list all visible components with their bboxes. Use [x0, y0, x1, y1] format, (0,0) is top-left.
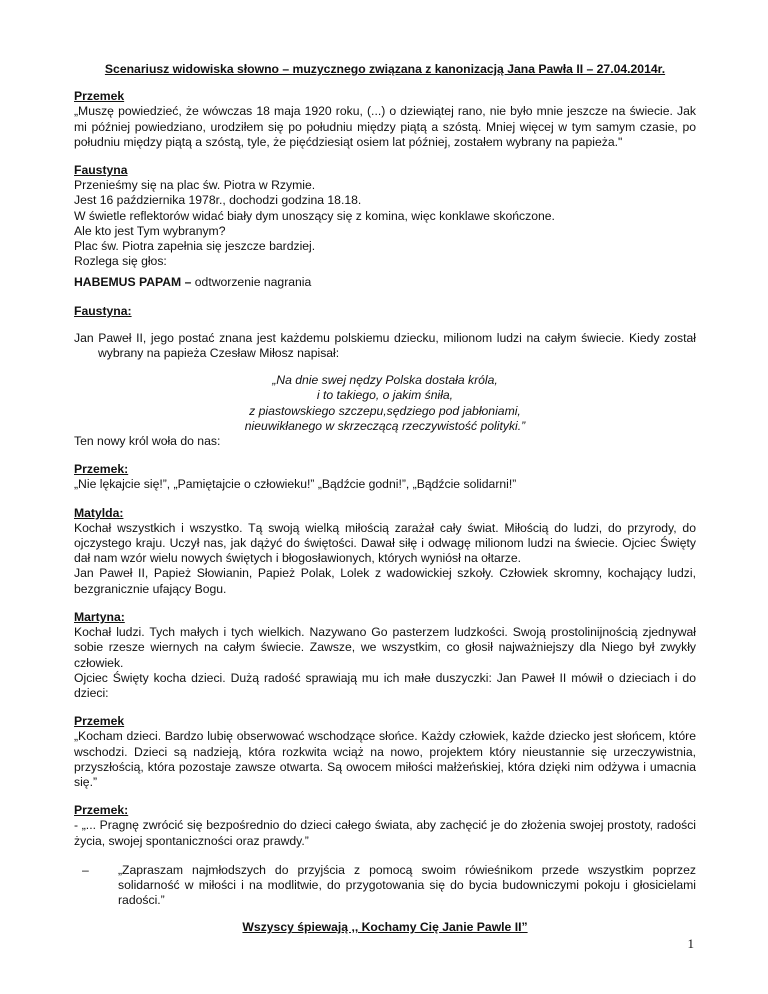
list-item	[74, 863, 696, 909]
paragraph: Jan Paweł II, Papież Słowianin, Papież Polak, Lolek z wadowickiej szkoły. Człowiek skromny, kochający ludzi, bezgranicznie ufający Bogu.	[74, 566, 696, 596]
text-line: Plac św. Piotra zapełnia się jeszcze bardziej.	[74, 239, 316, 254]
text-line: Jest 16 października 1978r., dochodzi godzina 18.18.	[74, 193, 362, 208]
habemus-note: odtworzenie nagrania	[191, 275, 312, 290]
speaker-label: Przemek:	[74, 803, 129, 818]
speaker-label: Przemek:	[74, 462, 129, 477]
habemus-line	[74, 275, 696, 290]
text-line: Ten nowy król woła do nas:	[74, 434, 221, 449]
paragraph: - „... Pragnę zwrócić się bezpośrednio do dzieci całego świata, aby zachęcić je do złożenia swojej prostoty, radości życia, swojej spontaniczności oraz prawdy.”	[74, 818, 696, 848]
section-przemek-4	[74, 803, 696, 908]
speaker-label: Przemek	[74, 89, 125, 104]
section-faustyna-2	[74, 304, 696, 450]
poem-line: nieuwikłanego w skrzeczącą rzeczywistość polityki.”	[244, 418, 526, 433]
speaker-label: Faustyna:	[74, 303, 132, 318]
section-faustyna-1	[74, 163, 696, 291]
section-przemek-2	[74, 462, 696, 492]
speaker-label: Martyna:	[74, 609, 125, 624]
poem-line: „Na dnie swej nędzy Polska dostała króla,	[272, 373, 498, 388]
paragraph: Jan Paweł II, jego postać znana jest każdemu polskiemu dziecku, milionom ludzi na całym świecie. Kiedy został wybrany na papieża Czesław Miłosz napisał:	[74, 330, 696, 361]
document-title: Scenariusz widowiska słowno – muzycznego związana z kanonizacją Jana Pawła II – 27.04.2014r.	[104, 62, 666, 76]
list-dash: –	[82, 862, 89, 877]
paragraph: „Kocham dzieci. Bardzo lubię obserwować wschodzące słońce. Każdy człowiek, każde dziecko jest słońcem, które wschodzi. Dzieci są nadzieją, która rozkwita wciąż na nowo, projektem który nieustannie się urzeczywistnia, przyszłością, która pozostaje zawsze otwarta. Są owocem miłości małżeńskiej, która dzięki nim odżywa i umacnia się.”	[74, 729, 696, 789]
paragraph: „Nie lękajcie się!”, „Pamiętajcie o człowieku!” „Bądźcie godni!”, „Bądźcie solidarni!”	[74, 477, 517, 492]
text-line: Przenieśmy się na plac św. Piotra w Rzymie.	[74, 178, 316, 193]
speaker-label: Matylda:	[74, 505, 124, 520]
section-martyna	[74, 610, 696, 701]
poem-line: z piastowskiego szczepu,sędziego pod jabłoniami,	[249, 403, 521, 418]
list-item-text: „Zapraszam najmłodszych do przyjścia z pomocą swoim rówieśnikom przede wszystkim poprzez solidarność w miłości i na modlitwie, do przygotowania się do bycia budowniczymi pokoju i głosicielami radości.”	[118, 862, 696, 908]
habemus-heading: HABEMUS PAPAM –	[74, 275, 192, 290]
poem-line: i to takiego, o jakim śniła,	[316, 388, 454, 403]
speaker-label: Faustyna	[74, 163, 128, 178]
paragraph: „Muszę powiedzieć, że wówczas 18 maja 1920 roku, (...) o dziewiątej rano, nie było mnie jeszcze na świecie. Jak mi później powiedziano, urodziłem się po południu między piątą a szóstą. Mniej więcej w tym samym czasie, po południu między piątą a szóstą, tyle, że pięćdziesiąt osiem lat później, zostałem wybrany na papieża."	[74, 104, 696, 149]
speaker-label: Przemek	[74, 714, 125, 729]
song-heading: Wszyscy śpiewają ,, Kochamy Cię Janie Pawle II”	[242, 920, 528, 935]
paragraph: Ojciec Święty kocha dzieci. Dużą radość sprawiają mu ich małe duszyczki: Jan Paweł II mówił o dzieciach i do dzieci:	[74, 670, 696, 700]
text-line: Rozlega się głos:	[74, 254, 167, 269]
section-przemek-3	[74, 714, 696, 790]
paragraph: Kochał ludzi. Tych małych i tych wielkich. Nazywano Go pasterzem ludzkości. Swoją prostolinijnością zjednywał sobie rzesze wiernych na całym świecie. Zawsze, we wszystkim, co głosił najważniejszy dla Niego był zwykły człowiek.	[74, 625, 696, 670]
section-matylda	[74, 506, 696, 597]
text-line: Ale kto jest Tym wybranym?	[74, 223, 226, 238]
poem-quote	[74, 373, 696, 434]
page-number: 1	[687, 936, 694, 951]
section-przemek-1	[74, 89, 696, 150]
paragraph: Kochał wszystkich i wszystko. Tą swoją wielką miłością zarażał cały świat. Miłością do ludzi, do przyrody, do ojczystego kraju. Uczył nas, jak dążyć do świętości. Dawał siłę i odwagę milionom ludzi na świecie. Ojciec Święty dał nam wzór wielu nowych świętych i błogosławionych, których wyniósł na ołtarze.	[74, 520, 696, 566]
text-line: W świetle reflektorów widać biały dym unoszący się z komina, więc konklawe skończone.	[74, 208, 555, 223]
document-page	[74, 62, 696, 948]
